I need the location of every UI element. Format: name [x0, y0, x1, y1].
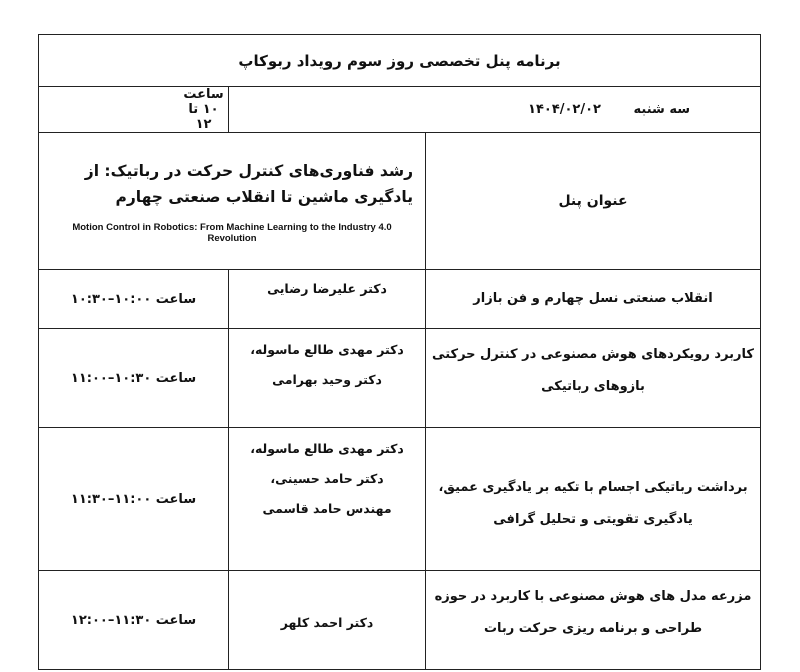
panel-label: عنوان پنل	[426, 133, 761, 270]
speaker-name: دکتر وحید بهرامی	[272, 372, 382, 387]
topic-line: برداشت رباتیکی اجسام با تکیه بر یادگیری عمیق،	[438, 480, 748, 495]
panel-title-fa: رشد فناوری‌های کنترل حرکت در رباتیک: از یادگیری ماشین تا انقلاب صنعتی چهارم	[84, 162, 414, 206]
topic-line: یادگیری تقویتی و تحلیل گرافی	[493, 512, 693, 527]
session-speakers	[229, 428, 426, 571]
topic-line: طراحی و برنامه ریزی حرکت ربات	[483, 621, 703, 636]
session-row	[39, 329, 761, 428]
speaker-name: دکتر احمد کلهر	[280, 615, 374, 630]
page-title: برنامه پنل تخصصی روز سوم رویداد ربوکاپ	[39, 35, 761, 87]
session-speakers	[229, 270, 426, 329]
session-time: ساعت ۱۱:۰۰–۱۱:۳۰	[39, 428, 229, 571]
session-speakers	[229, 329, 426, 428]
session-topic	[426, 270, 761, 329]
topic-line: بازوهای رباتیکی	[541, 379, 645, 394]
topic-line: انقلاب صنعتی نسل چهارم و فن بازار	[473, 291, 713, 306]
session-speakers	[229, 571, 426, 670]
speaker-name: دکتر علیرضا رضایی	[267, 281, 387, 296]
date-value: ۱۴۰۴/۰۲/۰۲	[528, 102, 601, 117]
session-row	[39, 571, 761, 670]
session-topic	[426, 428, 761, 571]
day-label: سه شنبه	[633, 102, 691, 117]
panel-title-cell	[39, 133, 426, 270]
topic-line: مزرعه مدل های هوش مصنوعی با کاربرد در حوزه	[434, 589, 752, 604]
session-time: ساعت ۱۱:۳۰–۱۲:۰۰	[39, 571, 229, 670]
session-time: ساعت ۱۰:۳۰–۱۱:۰۰	[39, 329, 229, 428]
session-topic	[426, 571, 761, 670]
time-range: ساعت ۱۰ تا ۱۲	[39, 87, 229, 133]
speaker-name: دکتر مهدی طالع ماسوله،	[250, 342, 404, 357]
topic-line: کاربرد رویکردهای هوش مصنوعی در کنترل حرکتی	[432, 347, 754, 362]
speaker-name: دکتر حامد حسینی،	[270, 471, 384, 486]
schedule-table	[38, 34, 761, 670]
speaker-name: دکتر مهدی طالع ماسوله،	[250, 441, 404, 456]
speaker-name: مهندس حامد قاسمی	[262, 501, 392, 516]
panel-title-en: Motion Control in Robotics: From Machine Learning to the Industry 4.0 Revolution	[72, 222, 392, 244]
session-time: ساعت ۱۰:۰۰–۱۰:۳۰	[39, 270, 229, 329]
date-cell	[229, 87, 761, 133]
session-row	[39, 428, 761, 571]
session-row	[39, 270, 761, 329]
session-topic	[426, 329, 761, 428]
